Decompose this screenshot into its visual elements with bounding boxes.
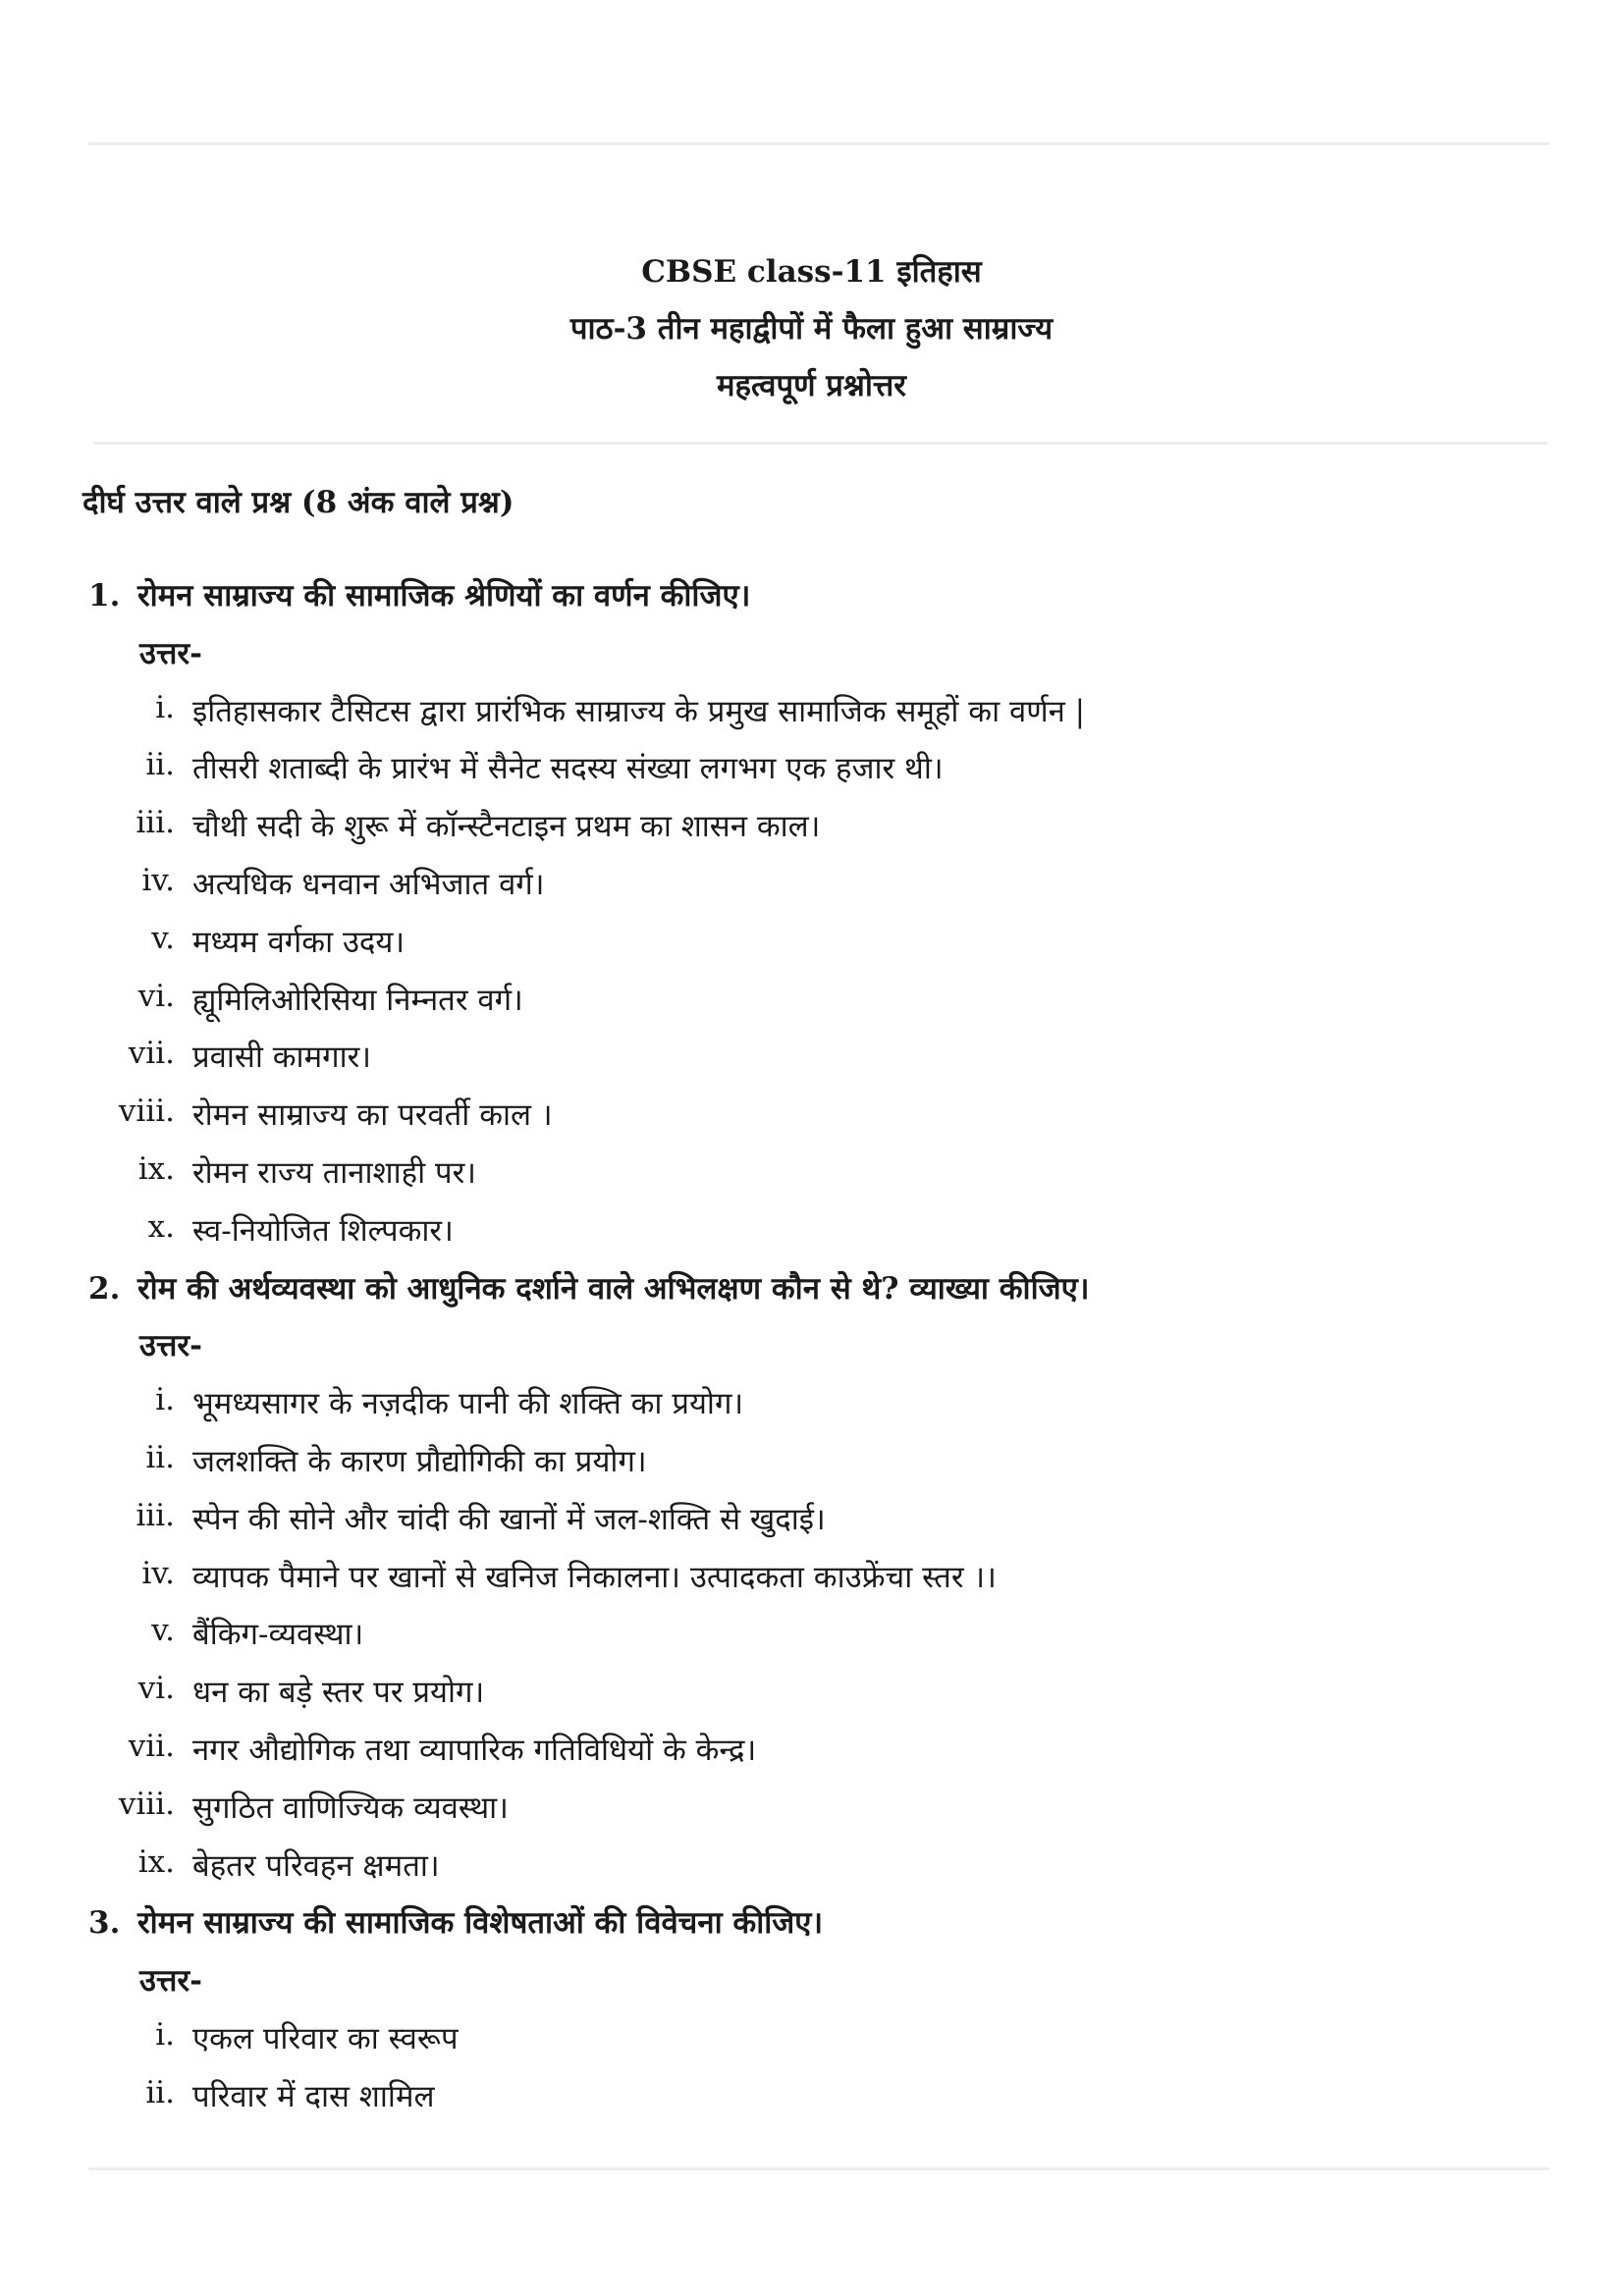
question-number: 3. [88,1905,121,1942]
list-item-text: ह्यूमिलिओरिसिया निम्नतर वर्ग। [192,982,523,1018]
answer-label: उत्तर- [139,635,202,671]
list-item-number: vii. [128,1729,175,1764]
question-number: 2. [88,1270,121,1307]
list-item-text: प्रवासी कामगार। [192,1040,372,1076]
list-item-number: ix. [137,1843,175,1880]
list-item-text: बैंकिग-व्यवस्था। [192,1617,364,1653]
list-item-text: अत्यधिक धनवान अभिजात वर्ग। [192,867,545,902]
list-item-text: मध्यम वर्गका उदय। [192,924,406,960]
section-heading: दीर्घ उत्तर वाले प्रश्न (8 अंक वाले प्रश्न) [82,485,514,520]
list-item-number: vi. [137,1671,175,1707]
list-item-text: भूमध्यसागर के नज़दीक पानी की शक्ति का प्रयोग। [192,1386,744,1422]
list-item-number: v. [151,1613,175,1649]
list-item-text: रोमन राज्य तानाशाही पर। [192,1155,477,1191]
list-item-number: ii. [145,747,175,783]
header-divider [94,442,1547,445]
list-item-text: इतिहासकार टैसिटस द्वारा प्रारंभिक साम्राज्य के प्रमुख सामाजिक समूहों का वर्णन | [192,693,1086,729]
question-2 [88,1267,1090,1308]
list-item-text: नगर औद्योगिक तथा व्यापारिक गतिविधियों के केन्द्र। [192,1733,757,1768]
list-item-number: iii. [135,805,175,841]
question-number: 1. [88,578,121,614]
header-title: CBSE class-11 इतिहास [641,254,982,290]
header-subtitle: महत्वपूर्ण प्रश्नोत्तर [717,368,906,403]
answer-label: उत्तर- [139,1963,202,2000]
list-item-number: ii. [145,1440,175,1475]
list-item-text: धन का बड़े स्तर पर प्रयोग। [192,1675,485,1711]
bottom-divider [88,2167,1549,2170]
question-3 [88,1901,823,1943]
document-header [0,243,1623,414]
question-text: रोमन साम्राज्य की सामाजिक श्रेणियों का वर्णन कीजिए। [137,578,751,614]
top-divider [88,142,1549,145]
list-item-text: परिवार में दास शामिल [192,2078,435,2114]
list-item-text: सुगठित वाणिज्यिक व्यवस्था। [192,1789,509,1826]
list-item-text: तीसरी शताब्दी के प्रारंभ में सैनेट सदस्य संख्या लगभग एक हजार थी। [192,751,944,787]
list-item-text: रोमन साम्राज्य का परवर्ती काल । [192,1097,553,1134]
list-item-text: जलशक्ति के कारण प्रौद्योगिकी का प्रयोग। [192,1444,647,1479]
header-chapter: पाठ-3 तीन महाद्वीपों में फैला हुआ साम्राज्य [569,311,1054,347]
list-item-text: चौथी सदी के शुरू में कॉन्स्टैनटाइन प्रथम का शासन काल। [192,809,821,845]
list-item-number: iv. [141,863,175,898]
list-item-number: viii. [118,1094,175,1130]
question-text: रोम की अर्थव्यवस्था को आधुनिक दर्शाने वाले अभिलक्षण कौन से थे? व्याख्या कीजिए। [137,1270,1090,1307]
list-item-number: i. [155,1382,175,1418]
list-item-number: i. [155,689,175,725]
list-item-number: ix. [137,1151,175,1187]
list-item-number: vi. [137,978,175,1014]
list-item-text: स्व-नियोजित शिल्पकार। [192,1212,454,1249]
list-item-number: ii. [145,2074,175,2110]
list-item-number: viii. [118,1786,175,1822]
list-item-text: बेहतर परिवहन क्षमता। [192,1847,440,1884]
question-text: रोमन साम्राज्य की सामाजिक विशेषताओं की विवेचना कीजिए। [137,1905,824,1942]
list-item-number: x. [147,1208,175,1245]
list-item-text: व्यापक पैमाने पर खानों से खनिज निकालना। उत्पादकता काउफ्रेंचा स्तर ।। [192,1559,997,1595]
list-item-number: vii. [128,1036,175,1072]
list-item-number: iii. [135,1497,175,1533]
question-1 [88,574,750,615]
list-item-text: एकल परिवार का स्वरूप [192,2021,459,2056]
list-item-number: iv. [141,1555,175,1591]
list-item-text: स्पेन की सोने और चांदी की खानों में जल-शक्ति से खुदाई। [192,1501,826,1537]
list-item-number: v. [151,920,175,956]
list-item-number: i. [155,2017,175,2053]
answer-label: उत्तर- [139,1328,202,1364]
